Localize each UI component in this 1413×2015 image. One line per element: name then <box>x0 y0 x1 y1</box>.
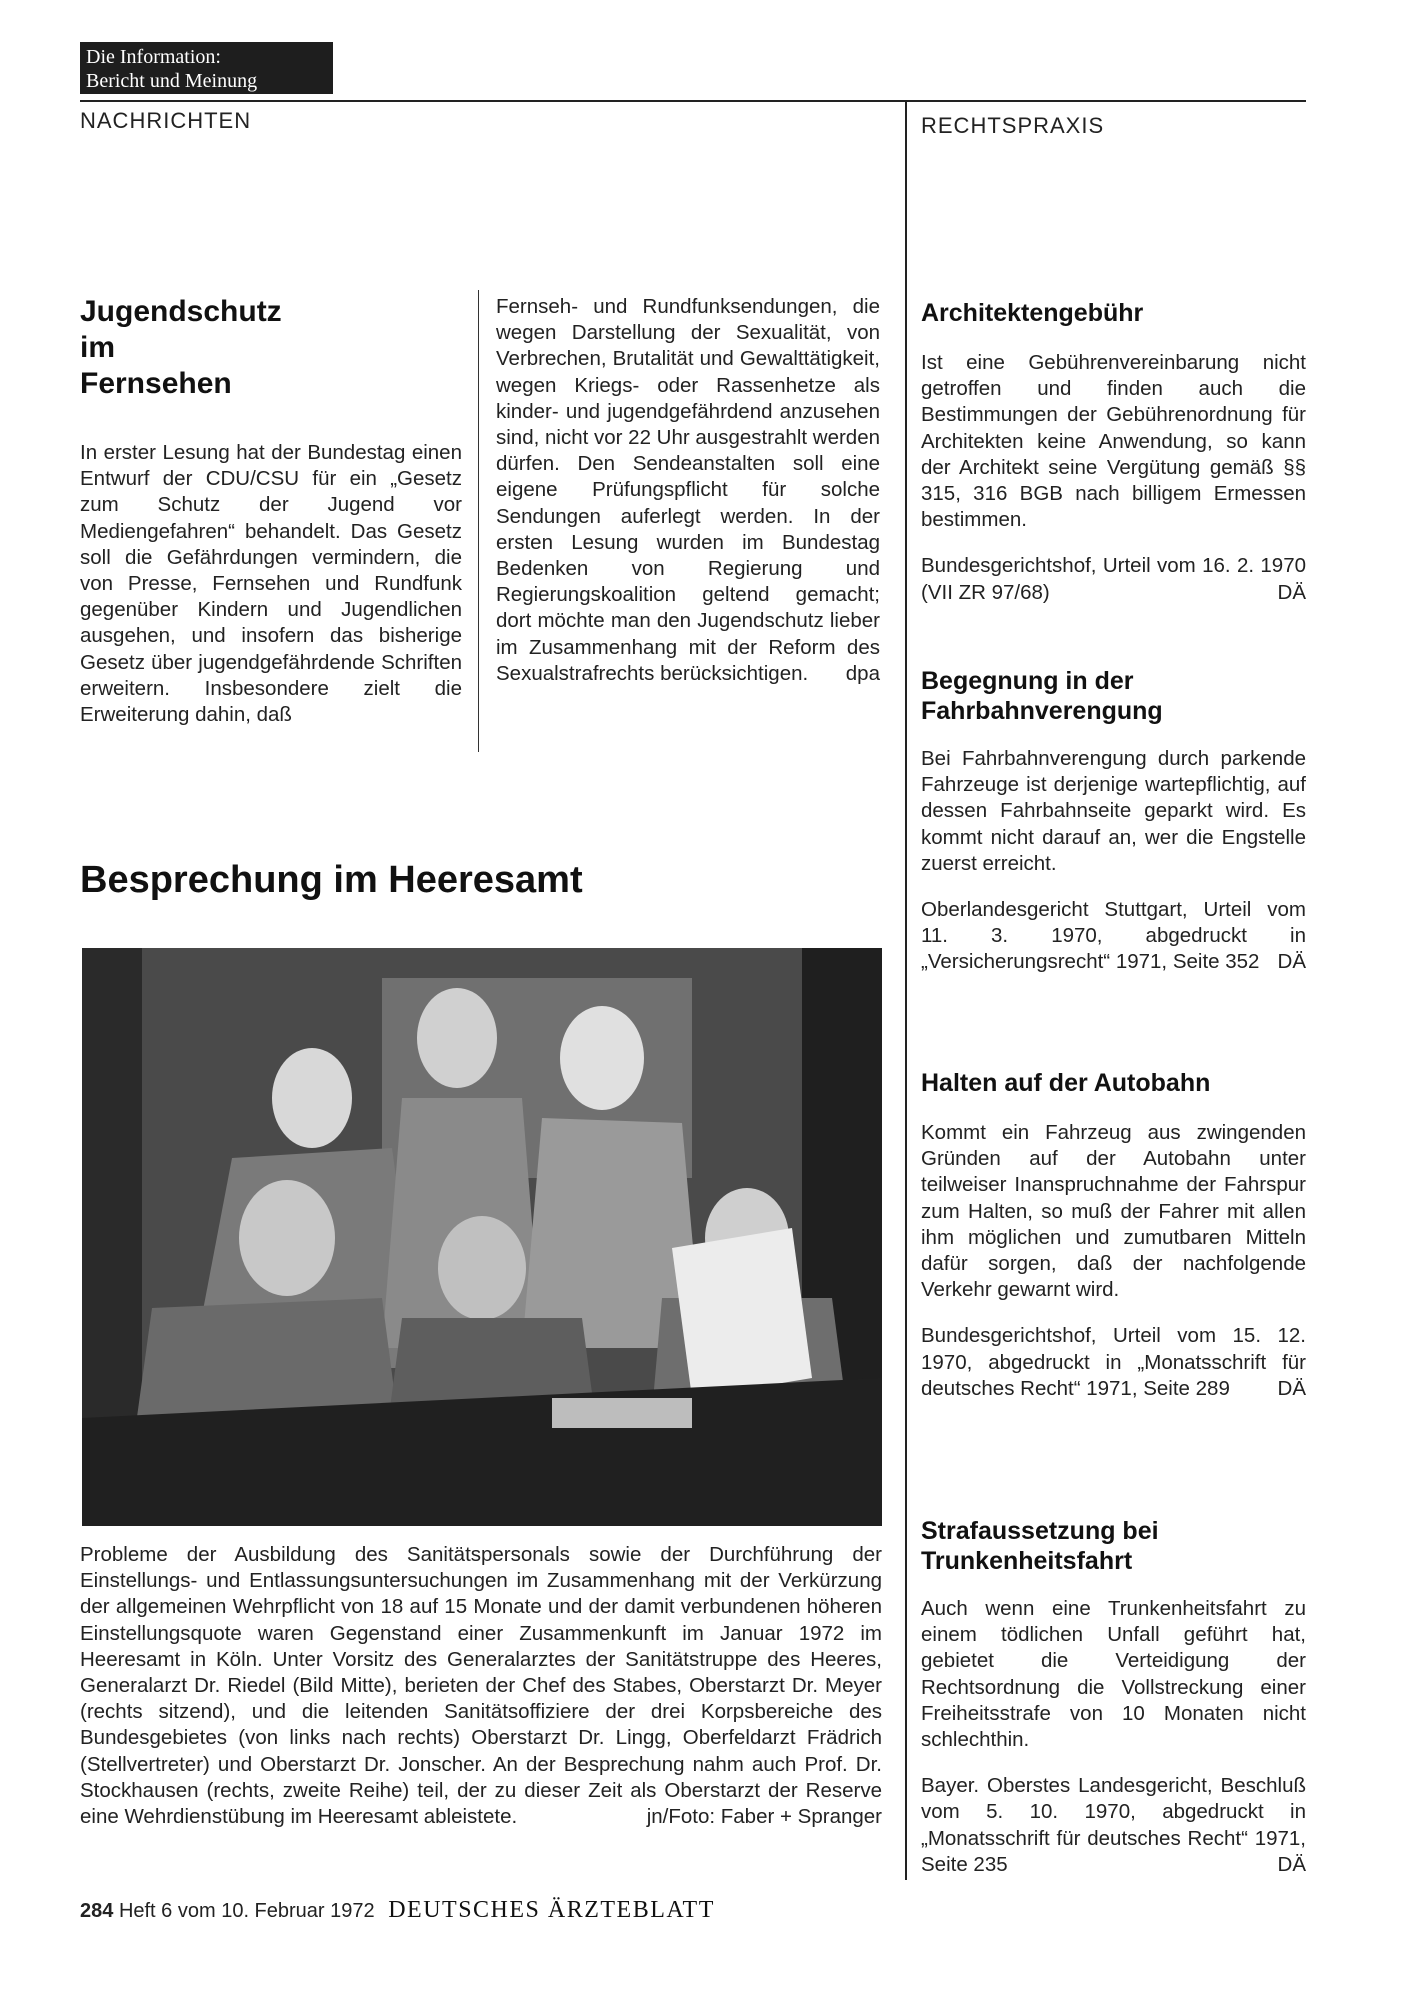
rechtspraxis-item-2 <box>921 666 1306 976</box>
section-label-nachrichten: NACHRICHTEN <box>80 108 252 133</box>
item-text: Auch wenn eine Trunkenheitsfahrt zu einem tödlichen Unfall geführt hat, gebietet die Verteidigung der Rechtsordnung die Vollstreckung einer Freiheitsstrafe von 10 Monaten nicht schlechthin. <box>921 1597 1306 1752</box>
title-line: Jugendschutz <box>80 295 282 328</box>
article-column-2 <box>496 294 880 687</box>
column-divider <box>905 102 907 1880</box>
item-text: Bei Fahrbahnverengung durch parkende Fahrzeuge ist derjenige wartepflichtig, auf dessen Fahrbahnseite geparkt wird. Es kommt nicht darauf an, wer die Engstelle zuerst erreicht. <box>921 747 1306 875</box>
badge-line-1: Die Information: <box>86 46 221 68</box>
magazine-name: DEUTSCHES ÄRZTEBLATT <box>388 1897 715 1923</box>
rechtspraxis-item-1 <box>921 298 1306 606</box>
item-signature: DÄ <box>1277 1852 1306 1876</box>
item-source <box>921 1773 1306 1878</box>
rechtspraxis-item-4 <box>921 1516 1306 1878</box>
article-column-2-text: Fernseh- und Rundfunksendungen, die wegen Darstellung der Sexualität, von Verbrechen, Brutalität und Gewalttätigkeit, wegen Kriegs- oder Rassenhetze als kinder- und jugendgefährdend anzusehen sind, nicht vor 22 Uhr ausgestrahlt werden dürfen. Den Sendeanstalten soll eine eigene Prüfungspflicht für solche Sendungen auferlegt werden. In der ersten Lesung wurden im Bundestag Bedenken von Regierung und Regierungskoalition geltend gemacht; dort möchte man den Jugendschutz lieber im Zusammenhang mit der Reform des Sexualstrafrechts berücksichtigen. <box>496 295 881 685</box>
header-rule <box>80 100 1306 102</box>
item-signature: DÄ <box>1277 950 1306 974</box>
page-footer <box>80 1897 880 1924</box>
article-title-jugendschutz <box>80 294 282 402</box>
photo-meeting <box>82 948 882 1526</box>
title-line: im <box>80 331 116 364</box>
item-source-text: Bundesgerichtshof, Urteil vom 16. 2. 1970 (VII ZR 97/68) <box>921 554 1306 604</box>
article-column-1: In erster Lesung hat der Bundestag einen Entwurf der CDU/CSU für ein „Gesetz zum Schutz der Jugend vor Mediengefahren“ behandelt. Das Gesetz soll die Gefährdungen vermindern, die von Presse, Fernsehen und Rundfunk gegenüber Kindern und Jugendlichen ausgehen, und insofern das bisherige Gesetz über jugendgefährdende Schriften erweitern. Insbesondere zielt die Erweiterung dahin, daß <box>80 441 462 727</box>
photo-credit: jn/Foto: Faber + Spranger <box>646 1805 882 1829</box>
badge-line-2: Bericht und Meinung <box>86 70 258 92</box>
item-signature: DÄ <box>1277 1376 1306 1400</box>
item-title: Begegnung in der Fahrbahnverengung <box>921 667 1163 725</box>
item-source-text: Bayer. Oberstes Landesgericht, Beschluß vom 5. 10. 1970, abgedruckt in „Monatsschrift für deutsches Recht“ 1971, Seite 235 <box>921 1774 1306 1876</box>
page-number: 284 <box>80 1900 114 1922</box>
item-signature: DÄ <box>1277 580 1306 604</box>
caption-text: Probleme der Ausbildung des Sanitätspersonals sowie der Durchführung der Einstellungs- und Entlassungsuntersuchungen im Zusammenhang mit der Verkürzung der allgemeinen Wehrpflicht von 18 auf 15 Monate und der damit verbundenen höheren Einstellungsquote waren Gegenstand einer Zusammenkunft im Januar 1972 im Heeresamt in Köln. Unter Vorsitz des Generalarztes der Sanitätstruppe des Heeres, Generalarzt Dr. Riedel (Bild Mitte), berieten der Chef des Stabes, Oberstarzt Dr. Meyer (rechts sitzend), und die leitenden Sanitätsoffiziere der drei Korpsbereiche des Bundesgebietes (von links nach rechts) Oberstarzt Dr. Lingg, Oberfeldarzt Frädrich (Stellvertreter) und Oberstarzt Dr. Jonscher. An der Besprechung nahm auch Prof. Dr. Stockhausen (rechts, zweite Reihe) teil, der zu dieser Zeit als Oberstarzt der Reserve eine Wehrdienstübung im Heeresamt ableistete. <box>80 1543 882 1829</box>
item-source-text: Bundesgerichtshof, Urteil vom 15. 12. 1970, abgedruckt in „Monatsschrift für deutsches Recht“ 1971, Seite 289 <box>921 1324 1306 1400</box>
item-text: Kommt ein Fahrzeug aus zwingenden Gründen auf der Autobahn unter teilweiser Inanspruchnahme der Fahrspur zum Halten, so muß der Fahrer mit allen ihm möglichen und zumutbaren Mitteln dafür sorgen, daß der nachfolgende Verkehr gewarnt wird. <box>921 1121 1306 1302</box>
article-signature: dpa <box>845 661 880 685</box>
item-title: Halten auf der Autobahn <box>921 1069 1211 1097</box>
rechtspraxis-item-3 <box>921 1068 1306 1402</box>
item-source-text: Oberlandesgericht Stuttgart, Urteil vom 11. 3. 1970, abgedruckt in „Versicherungsrecht“ 1971, Seite 352 <box>921 898 1306 974</box>
inner-column-rule <box>478 290 479 752</box>
item-title: Strafaussetzung bei Trunkenheitsfahrt <box>921 1517 1159 1575</box>
item-source <box>921 897 1306 976</box>
item-text: Ist eine Gebührenvereinbarung nicht getroffen und finden auch die Bestimmungen der Gebührenordnung für Architekten keine Anwendung, so kann der Architekt seine Vergütung gemäß §§ 315, 316 BGB nach billigem Ermessen bestimmen. <box>921 351 1306 532</box>
photo-caption <box>80 1542 882 1830</box>
item-source <box>921 553 1306 605</box>
item-source <box>921 1323 1306 1402</box>
item-title: Architektengebühr <box>921 299 1144 327</box>
title-line: Fernsehen <box>80 367 232 400</box>
section-label-rechtspraxis: RECHTSPRAXIS <box>921 113 1105 138</box>
photo-illustration <box>82 948 882 1526</box>
section-badge <box>80 42 333 94</box>
article-title-heeresamt: Besprechung im Heeresamt <box>80 859 583 901</box>
issue-info: Heft 6 vom 10. Februar 1972 <box>118 1900 375 1922</box>
